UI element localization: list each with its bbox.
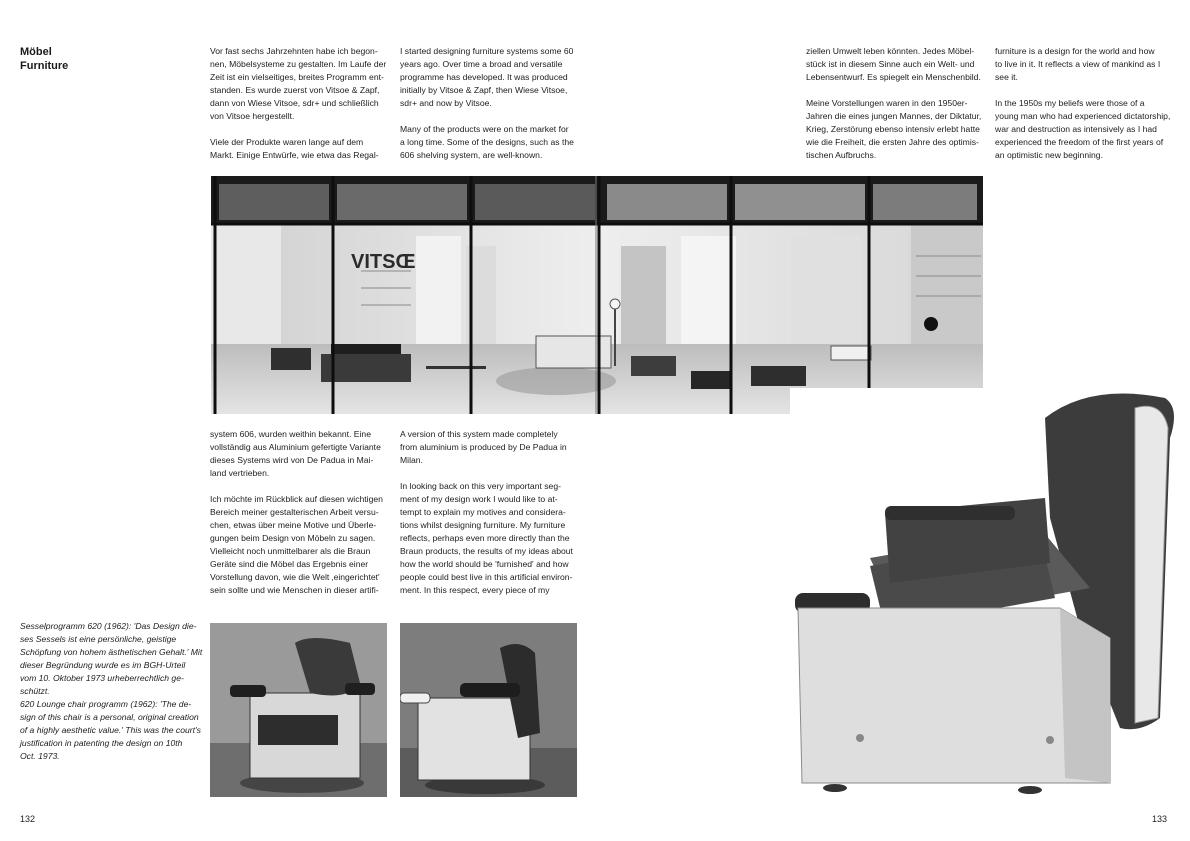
paragraph: system 606, wurden weithin bekannt. Eine vollständig aus Aluminium gefertigte Variante dieses Systems wird von De Padua in Mai- land vertrieben. xyxy=(210,429,381,478)
page-number-right: 133 xyxy=(1152,814,1168,824)
vitsoe-sign: VITSŒ xyxy=(351,251,416,273)
column-de-top xyxy=(210,45,390,175)
section-title xyxy=(20,45,68,73)
paragraph: furniture is a design for the world and how to live in it. It reflects a view of mankind as I see it. xyxy=(995,46,1161,82)
section-title-de: Möbel xyxy=(20,46,52,58)
paragraph: Viele der Produkte waren lange auf dem Markt. Einige Entwürfe, wie etwa das Regal- xyxy=(210,137,379,160)
section-title-en: Furniture xyxy=(20,60,69,72)
showroom-photo xyxy=(211,176,983,414)
column-en-bottom xyxy=(400,428,585,610)
column-de-bottom xyxy=(210,428,395,610)
chair-photo-side xyxy=(400,623,577,797)
column-en-top xyxy=(400,45,585,175)
paragraph: A version of this system made completely from aluminium is produced by De Padua in Milan. xyxy=(400,429,567,465)
column-en-right xyxy=(995,45,1180,175)
chair-photo-front xyxy=(210,623,387,797)
sofa-photo xyxy=(790,388,1180,798)
page-number-left: 132 xyxy=(20,814,36,824)
figure-caption: Sesselprogramm 620 (1962): 'Das Design die- ses Sessels ist eine persönliche, geistige Schöpfung von hohem ästhetischen Gehalt.' Mit dieser Begründung wurde es im BGH-Urteil vom 10. Oktober 1973 urheberrechtlich ge- schützt. 620 Lounge chair programm (1962): 'The de- sign of this chair is a personal, original creation of a highly aesthetic value.' This was the court's justification in patenting the design on 10th Oct. 1973. xyxy=(20,621,203,761)
paragraph: Meine Vorstellungen waren in den 1950er- Jahren die eines jungen Mannes, der Diktatur, Krieg, Zerstörung ebenso intensiv erlebt hatte wie die Freiheit, die ersten Jahre des optimis- tischen Aufbruchs. xyxy=(806,98,982,160)
paragraph: Many of the products were on the market for a long time. Some of the designs, such as the 606 shelving system, are well-known. xyxy=(400,124,574,160)
paragraph: In looking back on this very important seg- ment of my design work I would like to at- tempt to explain my motives and considera- tions whilst designing furniture. My furniture reflects, perhaps even more directly than the Braun products, the results of my ideas about how the world should be 'furnished' and how people could best live in this artificial environ- ment. In this respect, every piece of my xyxy=(400,481,573,595)
column-de-right xyxy=(806,45,986,175)
paragraph: Vor fast sechs Jahrzehnten habe ich begon- nen, Möbelsysteme zu gestalten. Im Laufe der Zeit ist ein vielseitiges, breites Programm ent- standen. Es wurde zuerst von Vitsoe & Zapf, dann von Wiese Vitsoe, sdr+ und schließlich von Vitsoe hergestellt. xyxy=(210,46,387,121)
paragraph: Ich möchte im Rückblick auf diesen wichtigen Bereich meiner gestalterischen Arbeit versu- chen, etwas über meine Motive und Überle- gungen beim Design von Möbeln zu sagen. Vielleicht noch unmittelbarer als die Braun Geräte sind die Möbel das Ergebnis einer Vorstellung davon, wie die Welt ‚eingerichtet' sein sollte und wie Menschen in dieser artifi- xyxy=(210,494,383,595)
paragraph: I started designing furniture systems some 60 years ago. Over time a broad and versatile programme has developed. It was produced initially by Vitsoe & Zapf, then Wiese Vitsoe, sdr+ and now by Vitsoe. xyxy=(400,46,574,108)
paragraph: ziellen Umwelt leben könnten. Jedes Möbel- stück ist in diesem Sinne auch ein Welt- und Lebensentwurf. Es spiegelt ein Menschenbild. xyxy=(806,46,981,82)
paragraph: In the 1950s my beliefs were those of a young man who had experienced dictatorship, war and destruction as intensively as I had experienced the freedom of the first years of an optimistic new beginning. xyxy=(995,98,1171,160)
